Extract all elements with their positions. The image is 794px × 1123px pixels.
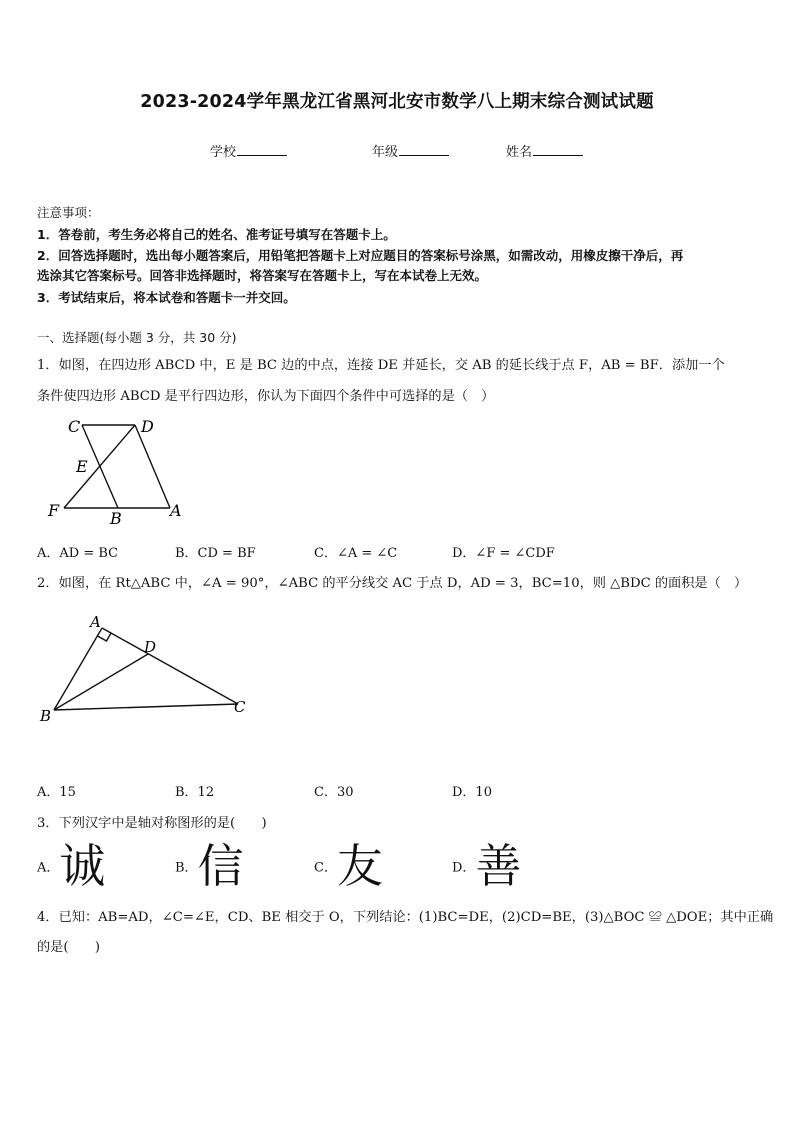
school-label: 学校 xyxy=(210,145,237,160)
option-a[interactable]: A．15 xyxy=(37,785,76,800)
option-label: A． xyxy=(37,860,60,876)
figure-label-c: C xyxy=(234,698,246,716)
figure-label-d: D xyxy=(141,417,154,436)
name-label: 姓名 xyxy=(506,145,533,160)
option-d[interactable]: D．∠F = ∠CDF xyxy=(452,546,555,561)
school-field[interactable] xyxy=(210,141,287,160)
option-label: D． xyxy=(452,860,476,876)
page-title: 2023-2024学年黑龙江省黑河北安市数学八上期末综合测试试题 xyxy=(140,92,654,112)
question-4-text: 4．已知：AB=AD，∠C=∠E，CD、BE 相交于 O，下列结论：(1)BC=DE，(2)CD=BE，(3)△BOC ≌ △DOE；其中正确 xyxy=(37,910,774,925)
name-field[interactable] xyxy=(506,141,583,160)
grade-blank[interactable] xyxy=(399,144,449,156)
grade-field[interactable] xyxy=(372,141,449,160)
figure-label-a: A xyxy=(170,501,182,520)
option-d[interactable] xyxy=(452,839,522,893)
figure-label-d: D xyxy=(144,638,157,656)
school-blank[interactable] xyxy=(237,144,287,156)
note-item: 选涂其它答案标号。回答非选择题时，将答案写在答题卡上，写在本试卷上无效。 xyxy=(37,268,488,283)
option-b[interactable] xyxy=(175,839,244,893)
option-character: 善 xyxy=(475,839,522,893)
figure-label-a: A xyxy=(90,613,101,631)
option-b[interactable]: B．CD = BF xyxy=(175,546,256,561)
option-label: C． xyxy=(314,860,337,876)
question-4-text: 的是( ) xyxy=(37,940,101,955)
note-item: 1．答卷前，考生务必将自己的姓名、准考证号填写在答题卡上。 xyxy=(37,227,396,242)
figure-label-f: F xyxy=(48,501,60,520)
question-2-figure xyxy=(30,608,260,728)
figure-label-e: E xyxy=(76,457,88,476)
option-a[interactable]: A．AD = BC xyxy=(37,546,119,561)
option-a[interactable] xyxy=(37,839,106,893)
name-blank[interactable] xyxy=(533,144,583,156)
notes-heading: 注意事项： xyxy=(37,205,100,220)
option-b[interactable]: B．12 xyxy=(175,785,215,800)
question-1-figure xyxy=(40,410,200,530)
question-2-text: 2．如图，在 Rt△ABC 中，∠A = 90°，∠ABC 的平分线交 AC 于点 D，AD = 3，BC=10，则 △BDC 的面积是（ ） xyxy=(37,576,748,591)
option-c[interactable] xyxy=(314,839,383,893)
figure-label-c: C xyxy=(68,417,81,436)
option-d[interactable]: D．10 xyxy=(452,785,492,800)
figure-label-b: B xyxy=(110,509,122,528)
option-label: B． xyxy=(175,860,198,876)
question-1-text: 1．如图，在四边形 ABCD 中，E 是 BC 边的中点，连接 DE 并延长，交 AB 的延长线于点 F，AB = BF．添加一个 xyxy=(37,358,725,373)
question-1-text: 条件使四边形 ABCD 是平行四边形，你认为下面四个条件中可选择的是（ ） xyxy=(37,389,495,404)
option-c[interactable]: C．30 xyxy=(314,785,354,800)
note-item: 3．考试结束后，将本试卷和答题卡一并交回。 xyxy=(37,290,296,305)
option-character: 诚 xyxy=(59,839,106,893)
question-3-text: 3．下列汉字中是轴对称图形的是( ) xyxy=(37,816,267,831)
grade-label: 年级 xyxy=(372,145,399,160)
figure-label-b: B xyxy=(40,707,52,725)
option-character: 友 xyxy=(336,839,383,893)
note-item: 2．回答选择题时，选出每小题答案后，用铅笔把答题卡上对应题目的答案标号涂黑，如需改动，用橡皮擦干净后，再 xyxy=(37,248,684,263)
section-heading: 一、选择题(每小题 3 分，共 30 分) xyxy=(37,330,237,345)
option-character: 信 xyxy=(197,839,244,893)
option-c[interactable]: C．∠A = ∠C xyxy=(314,546,398,561)
